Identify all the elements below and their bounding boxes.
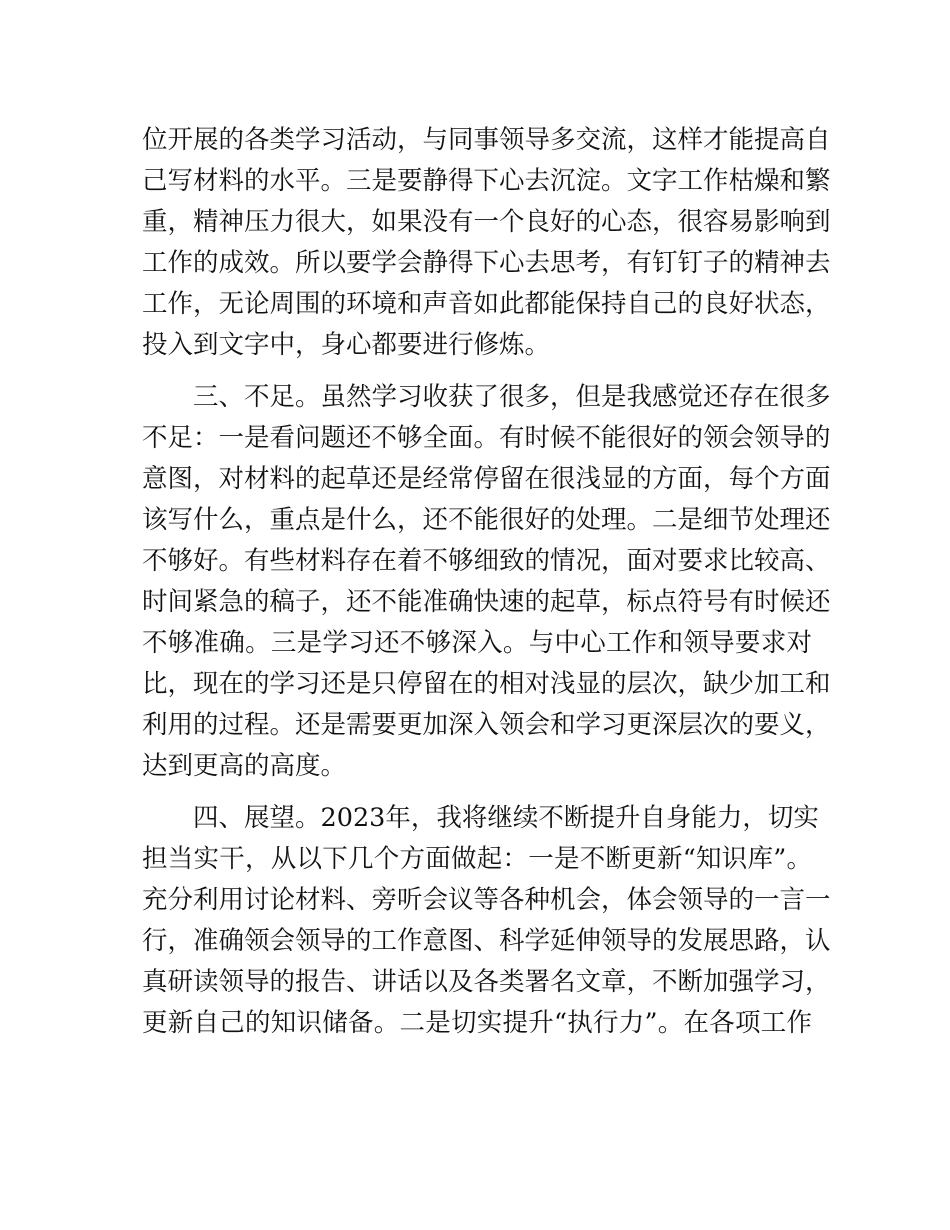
text-line: 更新自己的知识储备。二是切实提升“执行力”。在各项工作	[142, 1008, 812, 1038]
paragraph-spacer	[142, 787, 812, 798]
text-line: 投入到文字中，身心都要进行修炼。	[142, 330, 551, 360]
text-line: 时间紧急的稿子，还不能准确快速的起草，标点符号有时候还	[142, 587, 831, 617]
paragraph-1	[142, 120, 831, 366]
text-line: 重，精神压力很大，如果没有一个良好的心态，很容易影响到	[142, 207, 831, 237]
text-line: 三、不足。虽然学习收获了很多，但是我感觉还存在很多	[142, 382, 831, 412]
text-line: 己写材料的水平。三是要静得下心去沉淀。文字工作枯燥和繁	[142, 166, 831, 196]
paragraph-2	[142, 377, 831, 787]
text-line: 位开展的各类学习活动，与同事领导多交流，这样才能提高自	[142, 125, 831, 155]
text-line: 真研读领导的报告、讲话以及各类署名文章，不断加强学习，	[142, 967, 831, 997]
text-line: 利用的过程。还是需要更加深入领会和学习更深层次的要义，	[142, 710, 831, 740]
text-line: 四、展望。2023年，我将继续不断提升自身能力，切实	[142, 803, 819, 833]
text-line: 不够好。有些材料存在着不够细致的情况，面对要求比较高、	[142, 546, 831, 576]
text-line: 担当实干，从以下几个方面做起：一是不断更新“知识库”。	[142, 844, 812, 874]
document-body	[142, 120, 831, 1044]
text-line: 意图，对材料的起草还是经常停留在很浅显的方面，每个方面	[142, 464, 831, 494]
text-line: 行，准确领会领导的工作意图、科学延伸领导的发展思路，认	[142, 926, 831, 956]
text-line: 该写什么，重点是什么，还不能很好的处理。二是细节处理还	[142, 505, 831, 535]
paragraph-3	[142, 798, 831, 1044]
text-line: 工作，无论周围的环境和声音如此都能保持自己的良好状态，	[142, 289, 831, 319]
text-line: 工作的成效。所以要学会静得下心去思考，有钉钉子的精神去	[142, 248, 831, 278]
text-line: 达到更高的高度。	[142, 751, 347, 781]
text-line: 比，现在的学习还是只停留在的相对浅显的层次，缺少加工和	[142, 669, 831, 699]
text-line: 不够准确。三是学习还不够深入。与中心工作和领导要求对	[142, 628, 812, 658]
text-line: 不足：一是看问题还不够全面。有时候不能很好的领会领导的	[142, 423, 831, 453]
text-line: 充分利用讨论材料、旁听会议等各种机会，体会领导的一言一	[142, 885, 831, 915]
paragraph-spacer	[142, 366, 812, 377]
